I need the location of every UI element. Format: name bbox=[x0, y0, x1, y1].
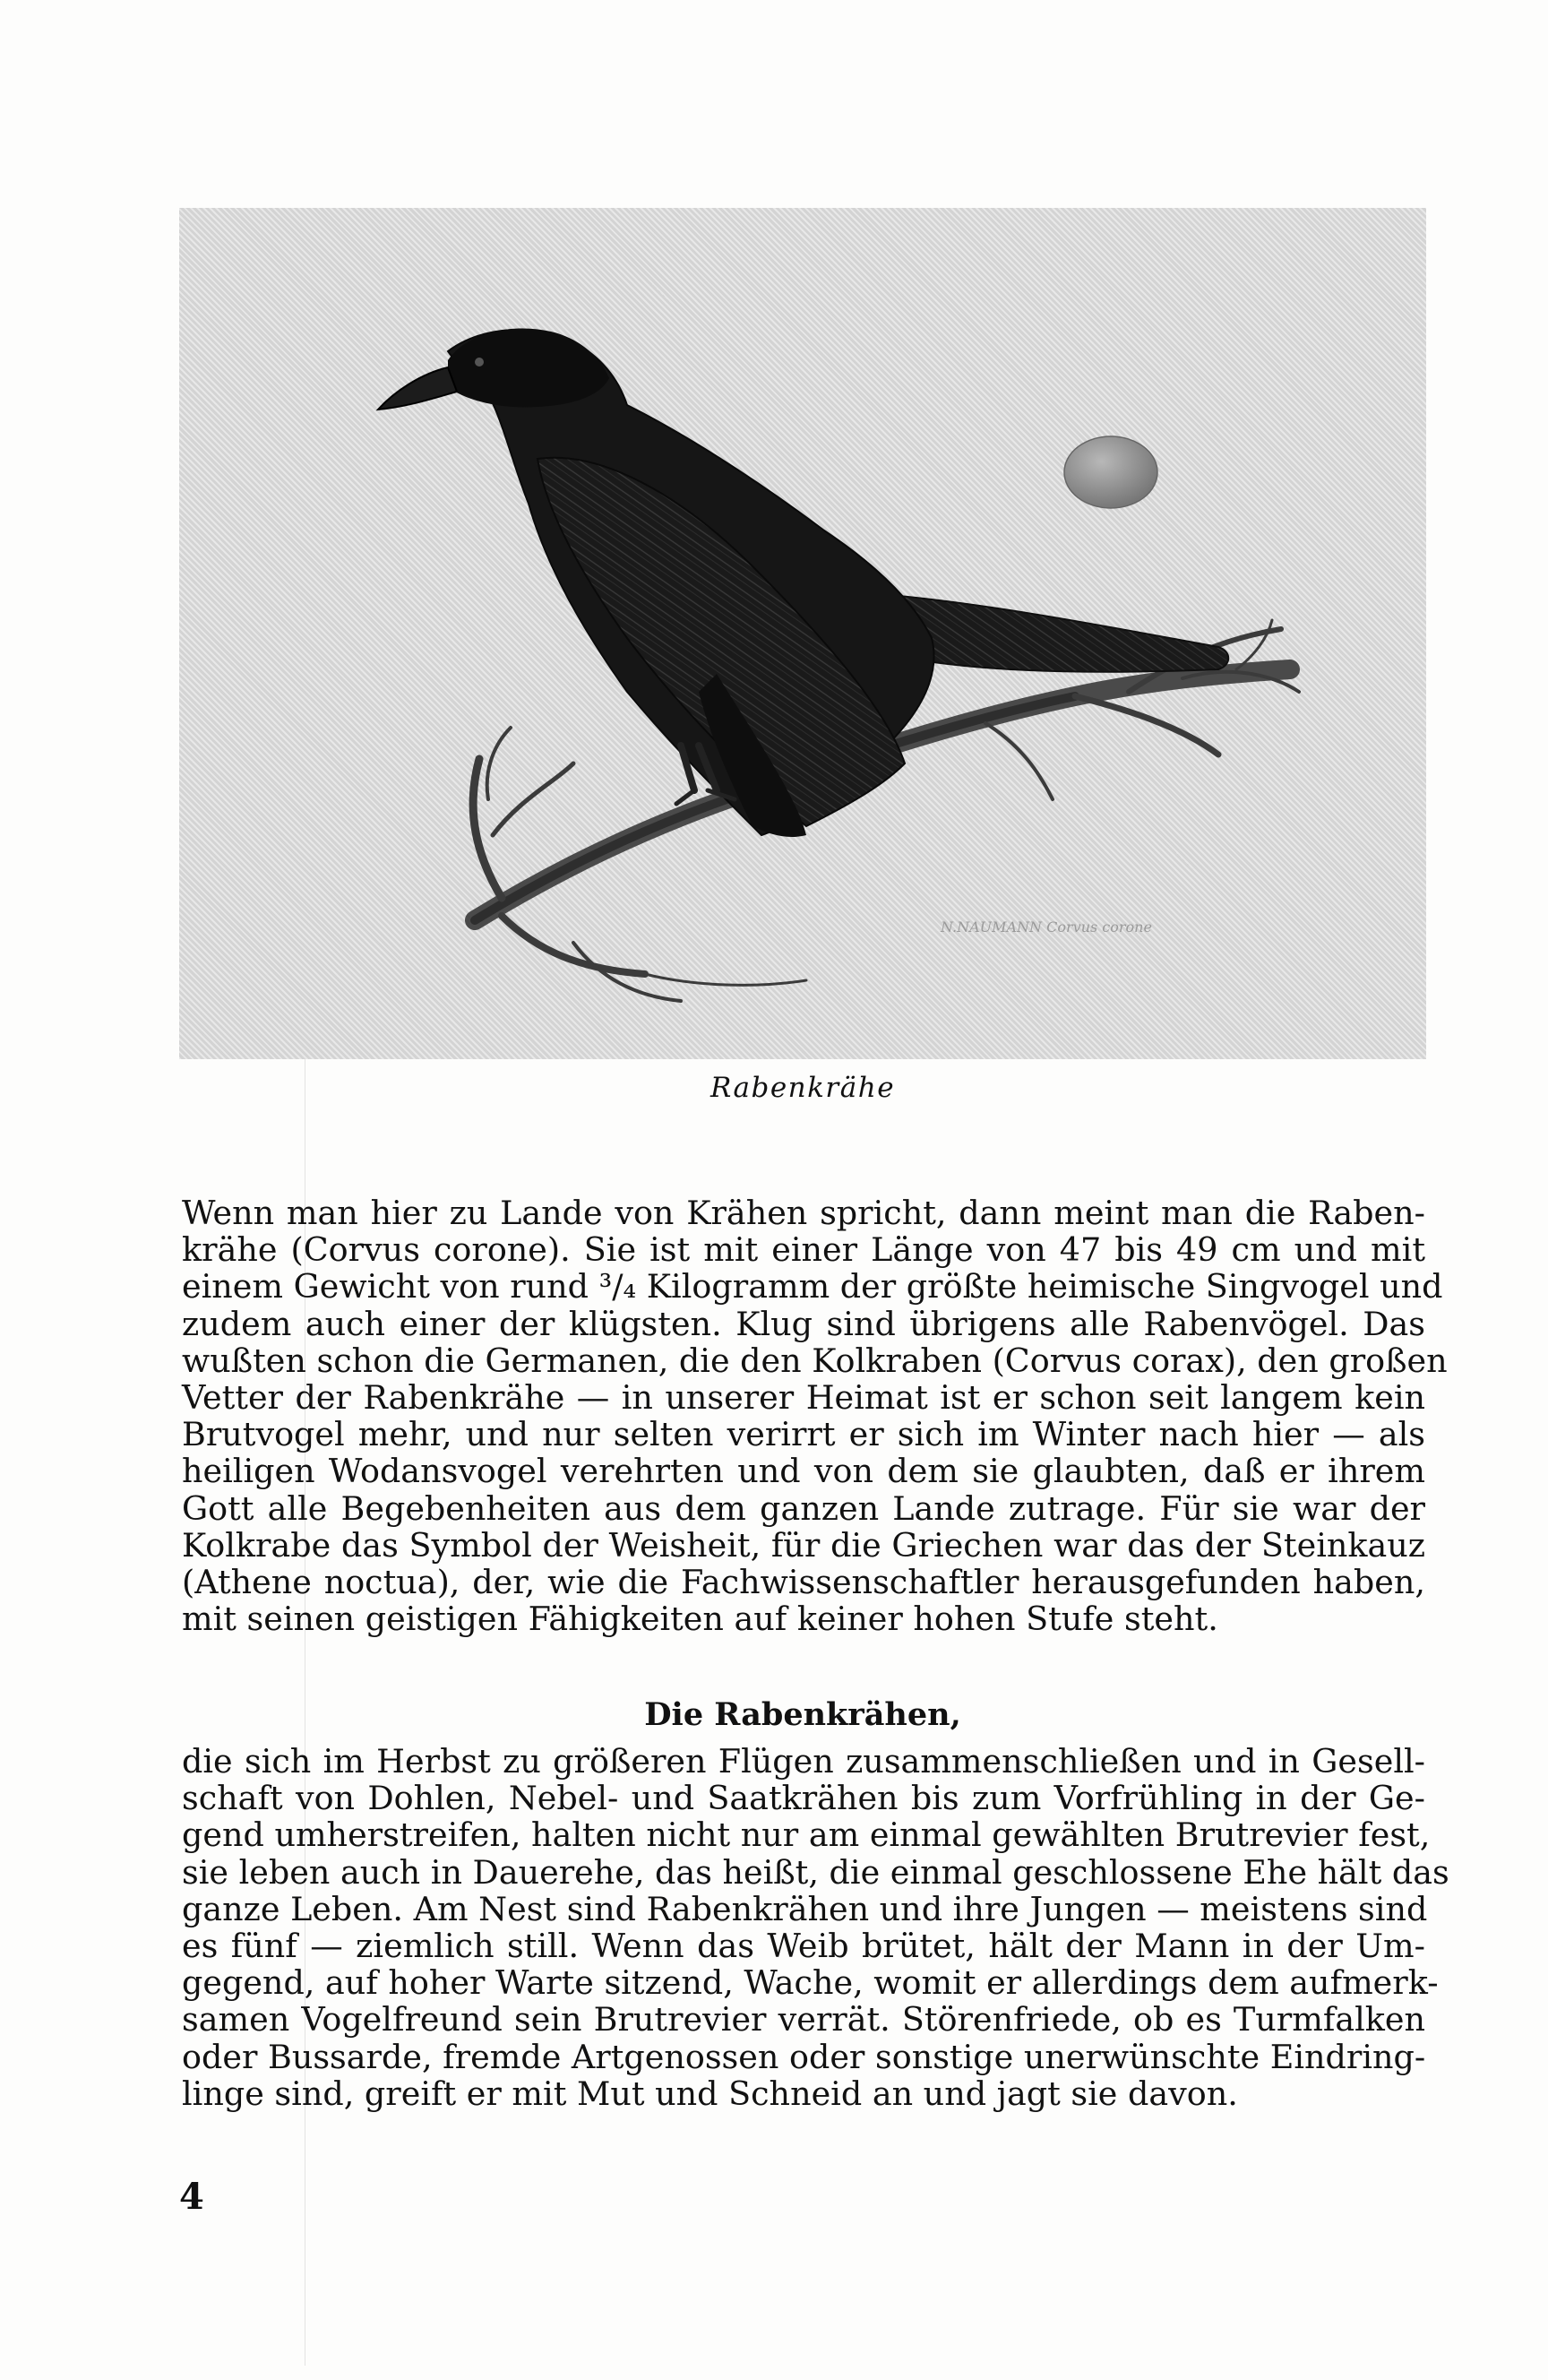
text-line: Gott alle Begebenheiten aus dem ganzen Lande zutrage. Für sie war der bbox=[182, 1488, 1425, 1528]
text-line: Vetter der Rabenkrähe — in unserer Heimat ist er schon seit langem kein bbox=[182, 1378, 1425, 1418]
text-line: gend umherstreifen, halten nicht nur am einmal gewählten Brutrevier fest, bbox=[182, 1815, 1431, 1855]
text-line: (Athene noctua), der, wie die Fachwissenschaftler herausgefunden haben, bbox=[182, 1563, 1425, 1602]
egg bbox=[1064, 436, 1157, 508]
text-line: mit seinen geistigen Fähigkeiten auf keiner hohen Stufe steht. bbox=[182, 1600, 1218, 1639]
text-line: linge sind, greift er mit Mut und Schneid an und jagt sie davon. bbox=[182, 2074, 1238, 2113]
paragraph-1 bbox=[182, 1194, 1448, 1639]
text-line: gegend, auf hoher Warte sitzend, Wache, womit er allerdings dem aufmerk- bbox=[182, 1963, 1439, 2003]
section-heading: Die Rabenkrähen, bbox=[644, 1696, 961, 1733]
crow bbox=[378, 329, 1228, 837]
text-line: Wenn man hier zu Lande von Krähen spricht, dann meint man die Raben- bbox=[182, 1194, 1425, 1232]
text-line: samen Vogelfreund sein Brutrevier verrät. Störenfriede, ob es Turmfalken bbox=[182, 2000, 1425, 2039]
text-line: zudem auch einer der klügsten. Klug sind übrigens alle Rabenvögel. Das bbox=[182, 1304, 1425, 1343]
text-line: einem Gewicht von rund ³/₄ Kilogramm der größte heimische Singvogel und bbox=[182, 1267, 1443, 1306]
text-line: oder Bussarde, fremde Artgenossen oder sonstige unerwünschte Eindring- bbox=[182, 2037, 1426, 2076]
text-line: schaft von Dohlen, Nebel- und Saatkrähen bis zum Vorfrühling in der Ge- bbox=[182, 1779, 1425, 1818]
text-line: Kolkrabe das Symbol der Weisheit, für die Griechen war das der Steinkauz bbox=[182, 1525, 1425, 1565]
text-line: Brutvogel mehr, und nur selten verirrt er sich im Winter nach hier — als bbox=[182, 1415, 1425, 1454]
text-line: es fünf — ziemlich still. Wenn das Weib brütet, hält der Mann in der Um- bbox=[182, 1927, 1425, 1966]
text-line: heiligen Wodansvogel verehrten und von dem sie glaubten, daß er ihrem bbox=[182, 1452, 1425, 1491]
text-line: ganze Leben. Am Nest sind Rabenkrähen und ihre Jungen — meistens sind bbox=[182, 1889, 1428, 1928]
paragraph-2 bbox=[182, 1742, 1449, 2113]
text-line: sie leben auch in Dauerehe, das heißt, die einmal geschlossene Ehe hält das bbox=[182, 1852, 1449, 1892]
text-line: wußten schon die Germanen, die den Kolkraben (Corvus corax), den großen bbox=[182, 1341, 1448, 1380]
figure-caption: Rabenkrähe bbox=[710, 1072, 896, 1104]
text-line: die sich im Herbst zu größeren Flügen zusammenschließen und in Gesell- bbox=[182, 1742, 1425, 1781]
crow-illustration bbox=[179, 208, 1426, 1059]
text-line: krähe (Corvus corone). Sie ist mit einer Länge von 47 bis 49 cm und mit bbox=[182, 1230, 1425, 1270]
page-number: 4 bbox=[179, 2176, 204, 2218]
plate-signature: N.NAUMANN Corvus corone bbox=[941, 918, 1152, 936]
crow-drawing bbox=[179, 208, 1426, 1059]
